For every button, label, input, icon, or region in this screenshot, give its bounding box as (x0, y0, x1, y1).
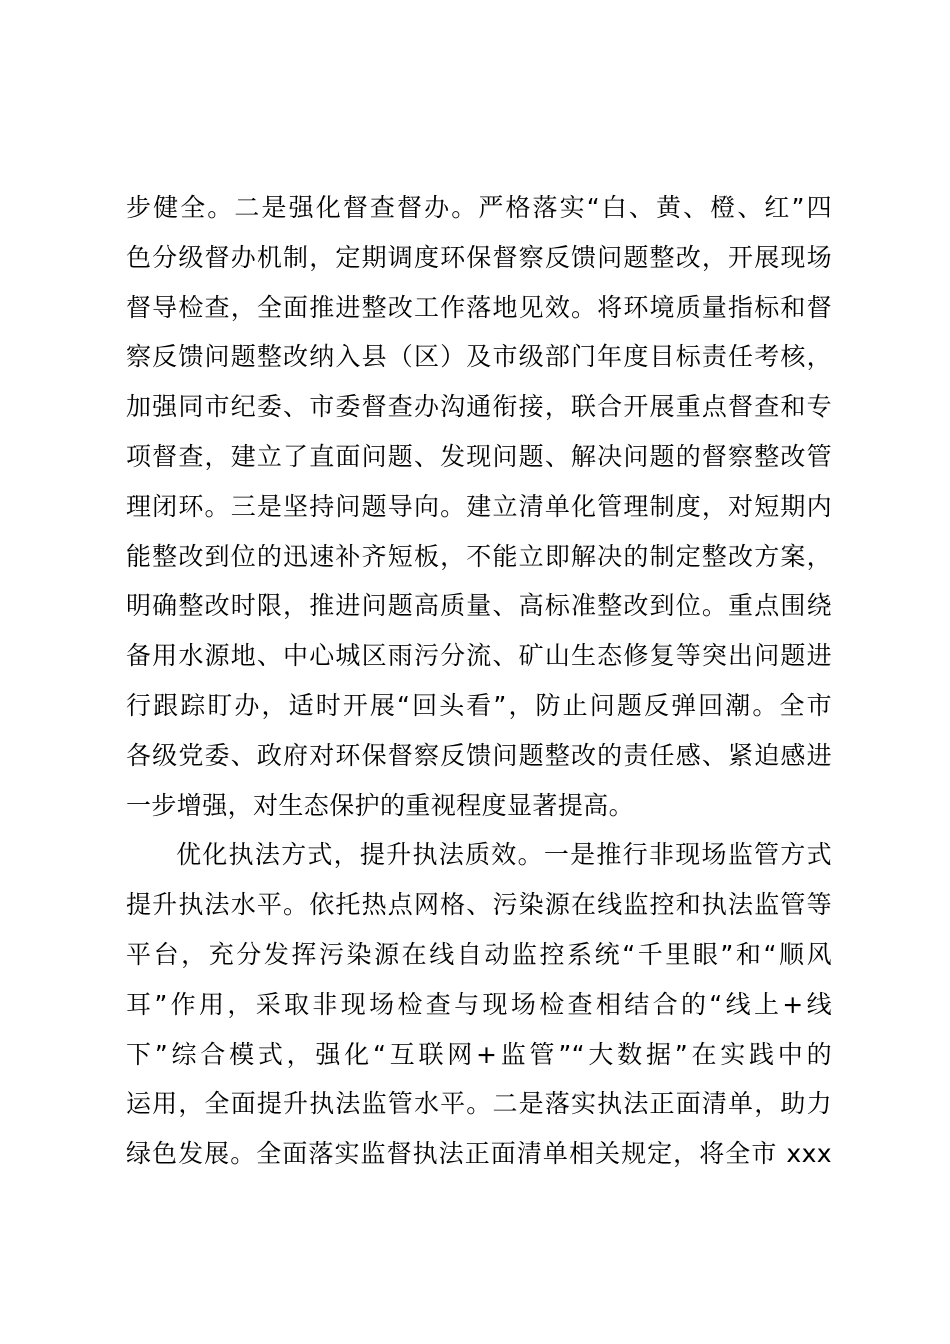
text-line: 下”综合模式，强化“互联网+监管”“大数据”在实践中的 (126, 1039, 832, 1069)
text-line: 一步增强，对生态保护的重视程度显著提高。 (126, 790, 635, 820)
text-line: 备用水源地、中心城区雨污分流、矿山生态修复等突出问题进 (126, 641, 832, 671)
text-line: 绿色发展。全面落实监督执法正面清单相关规定，将全市 xxx (126, 1139, 832, 1169)
text-line: 优化执法方式，提升执法质效。一是推行非现场监管方式 (176, 840, 832, 870)
text-line: 督导检查，全面推进整改工作落地见效。将环境质量指标和督 (126, 292, 832, 322)
text-line: 色分级督办机制，定期调度环保督察反馈问题整改，开展现场 (126, 242, 832, 272)
text-line: 察反馈问题整改纳入县（区）及市级部门年度目标责任考核， (126, 342, 832, 372)
text-line: 理闭环。三是坚持问题导向。建立清单化管理制度，对短期内 (126, 491, 832, 521)
text-line: 明确整改时限，推进问题高质量、高标准整改到位。重点围绕 (126, 591, 832, 621)
text-line: 步健全。二是强化督查督办。严格落实“白、黄、橙、红”四 (126, 193, 832, 222)
text-line: 行跟踪盯办，适时开展“回头看”，防止问题反弹回潮。全市 (126, 690, 832, 720)
text-line: 加强同市纪委、市委督查办沟通衔接，联合开展重点督查和专 (126, 392, 832, 422)
text-line: 运用，全面提升执法监管水平。二是落实执法正面清单，助力 (126, 1089, 832, 1119)
text-line: 平台，充分发挥污染源在线自动监控系统“千里眼”和“顺风 (126, 939, 832, 969)
text-line: 各级党委、政府对环保督察反馈问题整改的责任感、紧迫感进 (126, 740, 832, 770)
text-line: 能整改到位的迅速补齐短板，不能立即解决的制定整改方案， (126, 541, 832, 571)
text-line: 项督查，建立了直面问题、发现问题、解决问题的督察整改管 (126, 441, 832, 471)
body-text (126, 183, 832, 1179)
text-line: 提升执法水平。依托热点网格、污染源在线监控和执法监管等 (126, 890, 832, 920)
text-line: 耳”作用，采取非现场检查与现场检查相结合的“线上+线 (126, 989, 832, 1019)
